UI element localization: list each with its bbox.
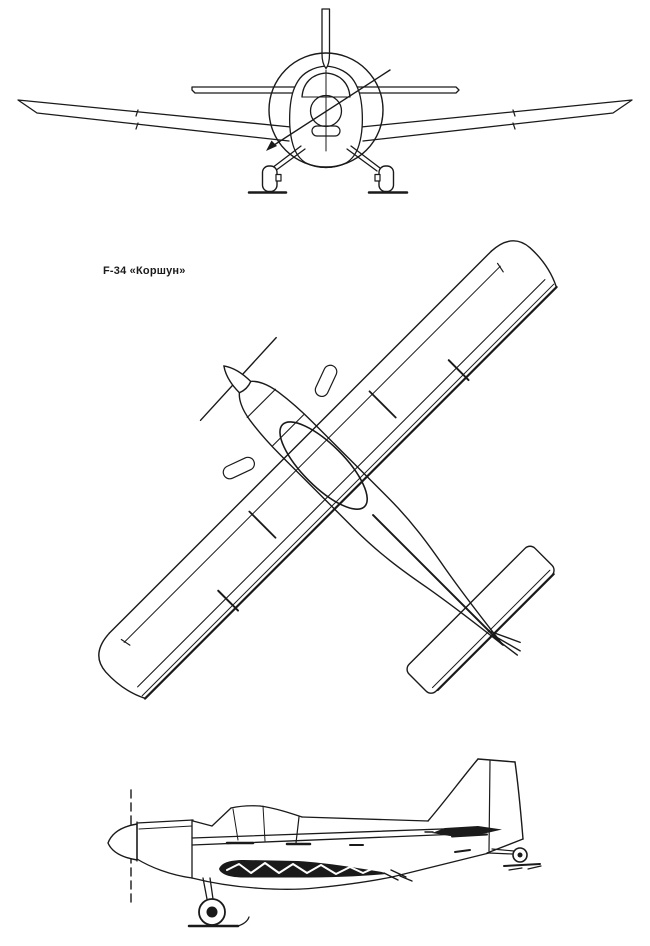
side-tail-wheel — [489, 848, 541, 870]
drawing-title: F-34 «Коршун» — [103, 265, 186, 277]
top-view-drawing — [12, 154, 650, 870]
side-fuselage — [192, 828, 489, 889]
blade-arrowhead — [266, 141, 277, 152]
side-spinner — [108, 824, 137, 860]
side-fin — [428, 759, 523, 853]
side-view-drawing — [108, 759, 541, 926]
side-main-gear — [189, 878, 249, 926]
plan-tail-tip-lines — [490, 623, 525, 658]
plan-left-gear-fairing — [221, 455, 256, 481]
plan-tail-boom-centerline — [373, 515, 502, 644]
side-canopy — [193, 806, 428, 843]
front-view-drawing — [18, 9, 632, 193]
plan-horizontal-stabilizer — [404, 543, 557, 696]
front-right-wheel — [379, 166, 394, 192]
ground-line-tail — [504, 864, 540, 866]
rudder-hinge-line — [489, 761, 490, 851]
front-left-wheel — [263, 166, 278, 192]
plan-canopy — [268, 410, 380, 522]
propeller-blade-vertical — [322, 9, 330, 69]
side-wing-root-airfoil — [219, 860, 412, 881]
plan-spinner — [218, 360, 252, 394]
plan-right-gear-fairing — [313, 363, 339, 398]
side-nose — [108, 820, 193, 878]
